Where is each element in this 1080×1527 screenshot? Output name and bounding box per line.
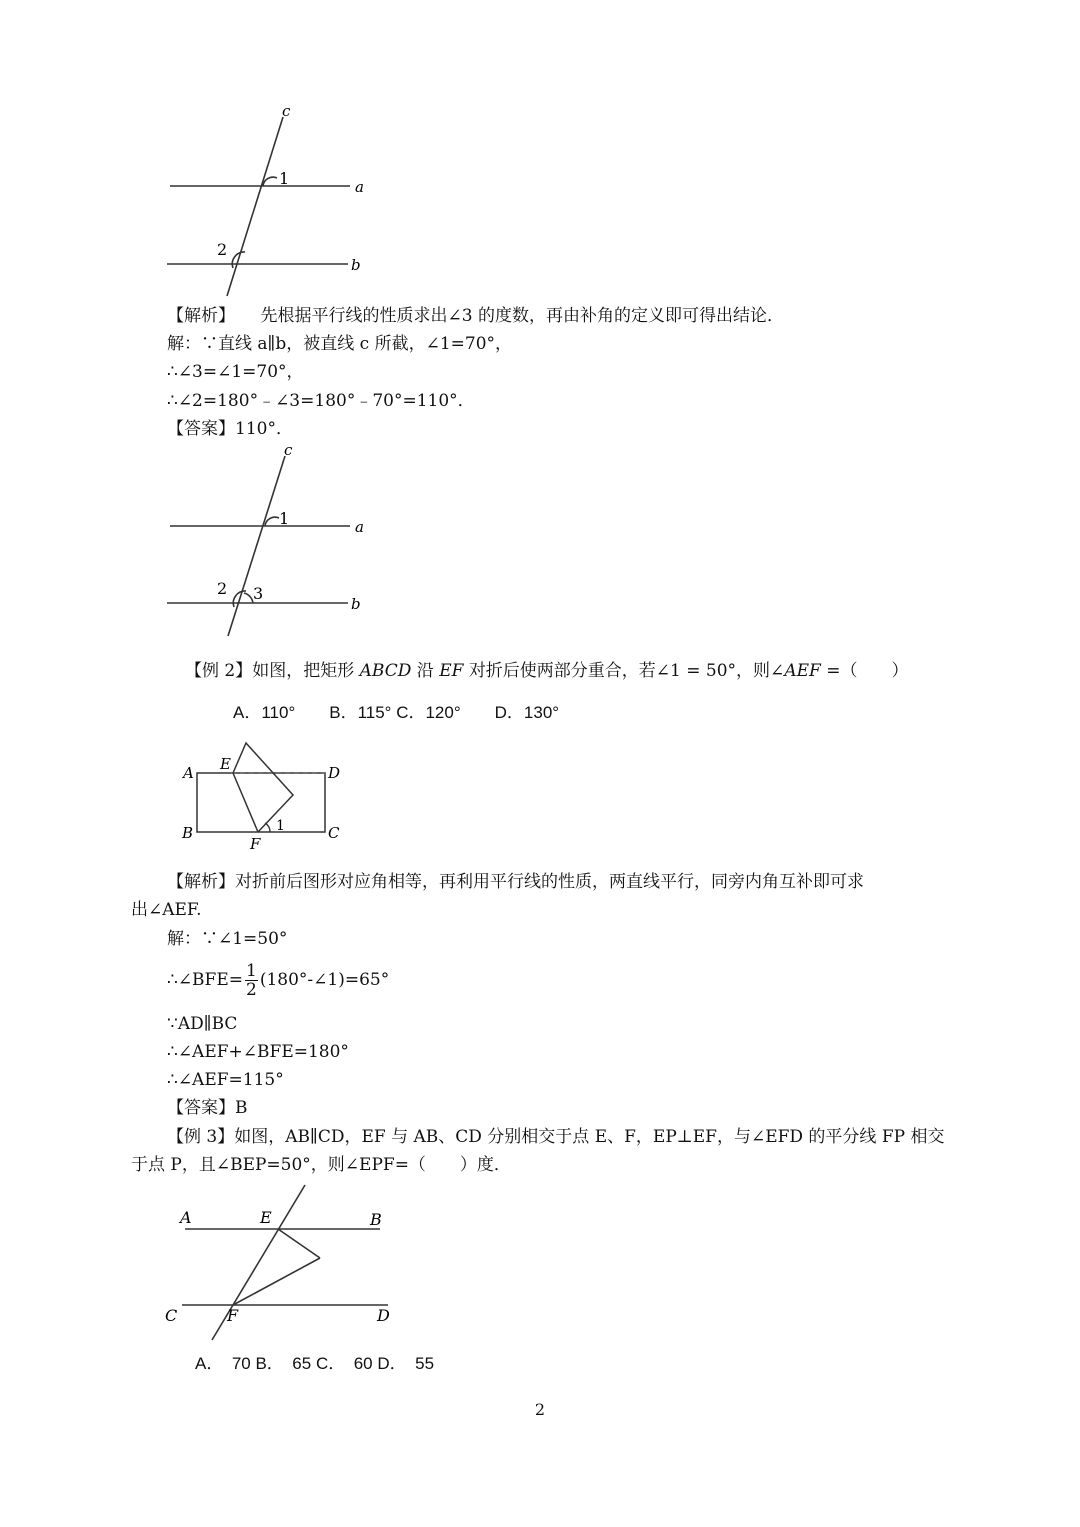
- ex2-aef: AEF: [784, 661, 821, 681]
- sol1-step1: 解：∵直线 a∥b，被直线 c 所截，∠1=70°，: [167, 334, 513, 354]
- ex2-options: A．110° B．115° C．120° D．130°: [233, 703, 560, 722]
- sol2-step2: [167, 958, 389, 1002]
- sol2-step1: 解：∵∠1=50°: [167, 929, 288, 949]
- sol1-answer: 【答案】110°．: [167, 419, 293, 439]
- angle-1-arc: [263, 177, 277, 186]
- figure-parallel-ab-cd: [160, 1180, 400, 1345]
- figure-folded-rectangle: [175, 735, 365, 855]
- line-ef: [212, 1185, 305, 1340]
- ex3-line2: 于点 P，且∠BEP=50°，则∠EPF=（ ）度．: [131, 1155, 511, 1175]
- label-C: C: [165, 1306, 178, 1325]
- ex2-mid1: 沿: [416, 661, 434, 681]
- ex3-line1: 【例 3】如图，AB∥CD，EF 与 AB、CD 分别相交于点 E、F，EP⊥EF，与∠EFD 的平分线 FP 相交: [167, 1127, 945, 1147]
- ex3-options: A． 70 B． 65 C． 60 D． 55: [195, 1354, 435, 1373]
- label-1: 1: [279, 509, 290, 528]
- label-A: A: [180, 1208, 192, 1227]
- label-a: a: [355, 518, 364, 536]
- label-2: 2: [217, 240, 228, 259]
- rectangle-abcd: [197, 773, 325, 832]
- figure-parallel-lines-2: [155, 440, 385, 640]
- label-1: 1: [276, 818, 285, 834]
- sol2-step4: ∴∠AEF+∠BFE=180°: [167, 1042, 349, 1062]
- label-B: B: [182, 824, 194, 842]
- sol2-step2-post: (180°-∠1)=65°: [259, 970, 390, 990]
- sol1-analysis: 【解析】 先根据平行线的性质求出∠3 的度数，再由补角的定义即可得出结论．: [167, 306, 784, 326]
- sol2-step3: ∵AD∥BC: [167, 1014, 238, 1034]
- sol1-step2: ∴∠3=∠1=70°，: [167, 362, 304, 382]
- ex2-suffix: =（ ）: [820, 661, 909, 681]
- sol2-step5: ∴∠AEF=115°: [167, 1070, 284, 1090]
- page-number: 2: [534, 1400, 546, 1419]
- segment-fp: [233, 1258, 320, 1305]
- label-1: 1: [279, 169, 290, 188]
- figure-parallel-lines-1: [155, 100, 385, 300]
- segment-ep: [278, 1229, 320, 1258]
- sol1-step3: ∴∠2=180°﹣∠3=180°﹣70°=110°．: [167, 391, 475, 411]
- label-2: 2: [217, 579, 228, 598]
- fraction-denominator: 2: [246, 980, 257, 1000]
- label-c: c: [282, 102, 291, 120]
- label-D: D: [328, 764, 341, 782]
- label-F: F: [250, 835, 261, 853]
- label-b: b: [351, 595, 361, 613]
- label-E: E: [220, 755, 231, 773]
- sol2-analysis2: 出∠AEF.: [131, 900, 202, 920]
- fraction-one-half: [245, 962, 258, 999]
- ex2-ef: EF: [439, 661, 464, 681]
- label-C: C: [328, 824, 340, 842]
- sol2-analysis1: 【解析】对折前后图形对应角相等，再利用平行线的性质，两直线平行，同旁内角互补即可求: [167, 872, 864, 892]
- sol2-answer: 【答案】B: [167, 1098, 248, 1118]
- angle-1-arc: [265, 823, 270, 832]
- label-B: B: [370, 1210, 382, 1229]
- ex2-question: [185, 660, 908, 682]
- angle-1-arc: [265, 517, 279, 526]
- label-D: D: [377, 1306, 390, 1325]
- label-3: 3: [253, 584, 264, 603]
- label-b: b: [351, 256, 361, 274]
- ex2-prefix: 【例 2】如图，把矩形: [185, 661, 355, 681]
- label-E: E: [260, 1208, 272, 1227]
- ex2-mid2: 对折后使两部分重合，若∠1 = 50°，则∠: [468, 661, 785, 681]
- label-c: c: [284, 441, 293, 459]
- line-c: [227, 117, 283, 296]
- label-A: A: [183, 764, 194, 782]
- label-F: F: [227, 1306, 239, 1325]
- ex2-abcd: ABCD: [359, 661, 412, 681]
- fold-line-ef: [233, 773, 258, 832]
- sol2-step2-pre: ∴∠BFE=: [167, 970, 244, 990]
- fraction-numerator: 1: [246, 961, 257, 981]
- line-c: [228, 456, 285, 636]
- label-a: a: [355, 178, 364, 196]
- angle-3-arc: [244, 593, 253, 603]
